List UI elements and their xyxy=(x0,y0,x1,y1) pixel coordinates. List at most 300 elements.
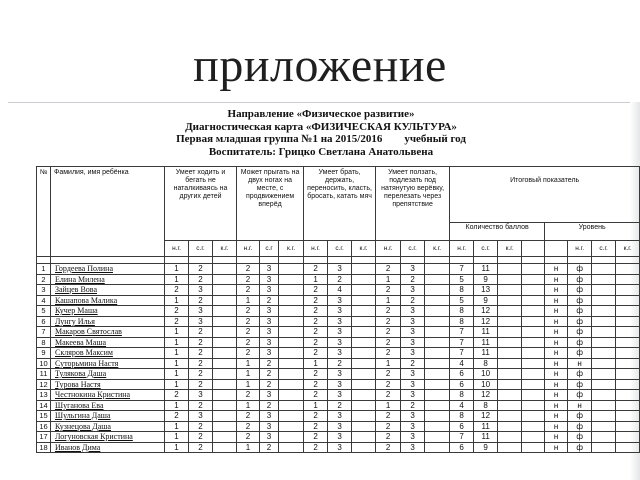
empty-cell xyxy=(616,264,640,275)
score-cell: 6 xyxy=(450,379,474,390)
empty-cell xyxy=(498,369,522,380)
score-cell: 2 xyxy=(376,285,401,296)
empty-cell xyxy=(616,274,640,285)
score-cell: 3 xyxy=(328,379,352,390)
score-cell: 2 xyxy=(189,358,213,369)
score-cell: 2 xyxy=(376,390,401,401)
empty-cell xyxy=(213,442,237,453)
score-cell: 2 xyxy=(376,379,401,390)
score-cell: 12 xyxy=(474,390,498,401)
score-cell: 2 xyxy=(189,348,213,359)
score-cell: 8 xyxy=(474,358,498,369)
score-cell: 1 xyxy=(376,274,401,285)
score-cell: 2 xyxy=(189,432,213,443)
child-name-cell xyxy=(51,411,165,422)
empty-cell xyxy=(592,411,616,422)
empty-cell xyxy=(498,337,522,348)
score-cell: н xyxy=(545,274,568,285)
score-cell: 2 xyxy=(376,421,401,432)
score-cell: 2 xyxy=(401,295,425,306)
empty-cell xyxy=(522,348,545,359)
score-cell: 2 xyxy=(237,390,260,401)
empty-cell xyxy=(425,432,450,443)
score-cell: 2 xyxy=(376,369,401,380)
slide-title: приложение xyxy=(193,39,447,92)
empty-cell xyxy=(279,421,304,432)
empty-cell xyxy=(213,306,237,317)
empty-cell xyxy=(522,390,545,401)
empty-cell xyxy=(425,264,450,275)
score-cell: 2 xyxy=(237,274,260,285)
empty-cell xyxy=(592,369,616,380)
child-name-cell xyxy=(51,369,165,380)
score-cell: 8 xyxy=(450,306,474,317)
empty-cell xyxy=(213,379,237,390)
empty-cell xyxy=(279,306,304,317)
col-header-skill-crawl: Умеет ползать, подлезать под натянутую верёвку, перелезать через препятствие xyxy=(376,167,450,241)
empty-cell xyxy=(522,369,545,380)
empty-cell xyxy=(279,327,304,338)
score-cell: 2 xyxy=(304,306,328,317)
empty-cell xyxy=(425,400,450,411)
score-cell: 1 xyxy=(237,400,260,411)
col-header-level: Уровень xyxy=(545,223,640,241)
sub-sg: с.г. xyxy=(474,241,498,257)
empty-cell xyxy=(522,358,545,369)
score-cell: ф xyxy=(568,306,592,317)
score-cell: 11 xyxy=(474,421,498,432)
empty-cell xyxy=(592,390,616,401)
score-cell: 2 xyxy=(237,337,260,348)
score-cell: 3 xyxy=(260,316,279,327)
empty-cell xyxy=(425,421,450,432)
child-name-cell xyxy=(51,295,165,306)
sub-kg: к.г. xyxy=(279,241,304,257)
row-number: 4 xyxy=(37,295,51,306)
child-name-cell xyxy=(51,316,165,327)
empty-cell xyxy=(592,274,616,285)
score-cell: 2 xyxy=(304,285,328,296)
score-cell: 3 xyxy=(401,285,425,296)
score-cell: 3 xyxy=(328,348,352,359)
row-number: 8 xyxy=(37,337,51,348)
col-header-num: № xyxy=(37,167,51,257)
score-cell: 10 xyxy=(474,369,498,380)
score-cell: 8 xyxy=(474,400,498,411)
empty-cell xyxy=(213,337,237,348)
empty-cell xyxy=(498,295,522,306)
empty-cell xyxy=(213,295,237,306)
empty-cell xyxy=(522,442,545,453)
child-name: Тулякова Даша xyxy=(55,369,107,378)
col-header-count: Количество баллов xyxy=(450,223,545,241)
score-cell: 9 xyxy=(474,274,498,285)
score-cell: 1 xyxy=(237,442,260,453)
empty-cell xyxy=(279,348,304,359)
score-cell: 3 xyxy=(189,390,213,401)
empty-cell xyxy=(498,432,522,443)
score-cell: 3 xyxy=(260,264,279,275)
score-cell: н xyxy=(545,306,568,317)
col-header-skill-walk: Умеет ходить и бегать не наталкиваясь на других детей xyxy=(165,167,237,241)
score-cell: 7 xyxy=(450,337,474,348)
score-cell: 5 xyxy=(450,274,474,285)
score-cell: ф xyxy=(568,369,592,380)
year-label: учебный год xyxy=(404,133,466,145)
empty-cell xyxy=(616,432,640,443)
child-name: Суторьмина Настя xyxy=(55,358,119,368)
empty-cell xyxy=(522,316,545,327)
child-name-cell xyxy=(51,327,165,338)
row-number: 6 xyxy=(37,316,51,327)
empty-cell xyxy=(522,421,545,432)
empty-cell xyxy=(352,337,376,348)
child-name-cell xyxy=(51,390,165,401)
empty-cell xyxy=(616,379,640,390)
row-number: 17 xyxy=(37,432,51,443)
score-cell: 3 xyxy=(401,421,425,432)
empty-cell xyxy=(425,327,450,338)
empty-cell xyxy=(592,306,616,317)
empty-cell xyxy=(616,295,640,306)
row-number: 2 xyxy=(37,274,51,285)
score-cell: 3 xyxy=(328,442,352,453)
score-cell: 2 xyxy=(189,264,213,275)
score-cell: 1 xyxy=(165,421,189,432)
score-cell: 3 xyxy=(328,316,352,327)
child-name-cell xyxy=(51,337,165,348)
sub-kg: к.г. xyxy=(213,241,237,257)
empty-cell xyxy=(213,327,237,338)
empty-cell xyxy=(522,400,545,411)
score-cell: ф xyxy=(568,421,592,432)
row-number: 3 xyxy=(37,285,51,296)
score-cell: ф xyxy=(568,337,592,348)
score-cell: 1 xyxy=(165,379,189,390)
score-cell: 3 xyxy=(328,421,352,432)
table-row xyxy=(37,348,640,359)
empty-cell xyxy=(279,379,304,390)
spacer-row xyxy=(37,257,640,264)
table-row xyxy=(37,421,640,432)
score-cell: 3 xyxy=(260,421,279,432)
score-cell: 2 xyxy=(376,264,401,275)
sub-sg: с.г. xyxy=(189,241,213,257)
child-name-cell xyxy=(51,264,165,275)
sub-ng: н.г. xyxy=(450,241,474,257)
empty-cell xyxy=(279,295,304,306)
score-cell: 2 xyxy=(401,274,425,285)
table-row xyxy=(37,369,640,380)
empty-cell xyxy=(279,264,304,275)
empty-cell xyxy=(522,264,545,275)
sub-sg: с.г. xyxy=(592,241,616,257)
row-number: 7 xyxy=(37,327,51,338)
score-cell: 3 xyxy=(189,285,213,296)
score-cell: 8 xyxy=(450,316,474,327)
score-cell: 2 xyxy=(376,316,401,327)
empty-cell xyxy=(213,432,237,443)
score-cell: ф xyxy=(568,390,592,401)
score-cell: 7 xyxy=(450,432,474,443)
empty-cell xyxy=(352,442,376,453)
empty-cell xyxy=(592,421,616,432)
empty-cell xyxy=(425,442,450,453)
score-cell: 2 xyxy=(376,348,401,359)
empty-cell xyxy=(522,306,545,317)
table-row xyxy=(37,306,640,317)
row-number: 10 xyxy=(37,358,51,369)
score-cell: 2 xyxy=(260,379,279,390)
score-cell: 3 xyxy=(260,337,279,348)
child-name: Гордеева Полина xyxy=(55,264,113,273)
score-cell: 12 xyxy=(474,411,498,422)
score-cell: 3 xyxy=(401,369,425,380)
empty-cell xyxy=(522,432,545,443)
score-cell: 11 xyxy=(474,327,498,338)
empty-cell xyxy=(279,358,304,369)
score-cell: ф xyxy=(568,264,592,275)
child-name: Шульгина Даша xyxy=(55,411,111,420)
score-cell: 1 xyxy=(165,348,189,359)
score-cell: 3 xyxy=(401,316,425,327)
empty-cell xyxy=(213,274,237,285)
child-name: Иванов Дима xyxy=(55,442,101,452)
score-cell: 2 xyxy=(304,264,328,275)
empty-cell xyxy=(213,285,237,296)
score-cell: 11 xyxy=(474,264,498,275)
empty-cell xyxy=(425,369,450,380)
score-cell: 3 xyxy=(328,264,352,275)
score-cell: 4 xyxy=(450,358,474,369)
score-cell: 3 xyxy=(189,316,213,327)
empty-cell xyxy=(592,264,616,275)
child-name-cell xyxy=(51,400,165,411)
row-number: 13 xyxy=(37,390,51,401)
score-cell: 2 xyxy=(237,264,260,275)
score-cell: 3 xyxy=(260,285,279,296)
child-name: Логуновская Кристина xyxy=(55,432,133,441)
score-cell: 3 xyxy=(401,327,425,338)
row-number: 15 xyxy=(37,411,51,422)
empty-cell xyxy=(213,358,237,369)
child-name-cell xyxy=(51,285,165,296)
empty-cell xyxy=(616,327,640,338)
table-row xyxy=(37,411,640,422)
table-row xyxy=(37,358,640,369)
score-cell: 3 xyxy=(401,348,425,359)
score-cell: 3 xyxy=(328,390,352,401)
empty-cell xyxy=(279,390,304,401)
empty-cell xyxy=(498,264,522,275)
score-cell: 3 xyxy=(401,379,425,390)
empty-cell xyxy=(213,264,237,275)
child-name: Лунгу Илья xyxy=(55,316,95,326)
empty-cell xyxy=(498,348,522,359)
score-cell: 1 xyxy=(237,358,260,369)
score-cell: 2 xyxy=(189,369,213,380)
score-cell: н xyxy=(545,295,568,306)
empty-cell xyxy=(279,432,304,443)
empty-cell xyxy=(522,295,545,306)
score-cell: 2 xyxy=(237,411,260,422)
score-cell: 2 xyxy=(260,295,279,306)
empty-cell xyxy=(425,306,450,317)
score-cell: 3 xyxy=(401,442,425,453)
empty-cell xyxy=(498,306,522,317)
score-cell: 3 xyxy=(260,432,279,443)
score-cell: 6 xyxy=(450,442,474,453)
row-number: 9 xyxy=(37,348,51,359)
score-cell: 2 xyxy=(189,379,213,390)
empty-cell xyxy=(213,421,237,432)
score-cell: 1 xyxy=(237,295,260,306)
empty-cell xyxy=(592,432,616,443)
score-cell: 1 xyxy=(376,358,401,369)
empty-cell xyxy=(279,285,304,296)
empty-cell xyxy=(213,411,237,422)
child-name-cell xyxy=(51,432,165,443)
empty-cell xyxy=(352,379,376,390)
diagnostic-table xyxy=(36,166,640,453)
empty-cell xyxy=(425,337,450,348)
score-cell: 2 xyxy=(189,400,213,411)
sub-empty xyxy=(545,241,568,257)
score-cell: 3 xyxy=(260,306,279,317)
empty-cell xyxy=(352,264,376,275)
empty-cell xyxy=(352,400,376,411)
direction-line: Направление «Физическое развитие» xyxy=(227,108,415,120)
score-cell: ф xyxy=(568,327,592,338)
empty-cell xyxy=(616,337,640,348)
score-cell: 1 xyxy=(165,327,189,338)
empty-cell xyxy=(352,274,376,285)
score-cell: 1 xyxy=(165,442,189,453)
teacher-line: Воспитатель: Грицко Светлана Анатольвена xyxy=(208,145,434,158)
score-cell: 3 xyxy=(260,390,279,401)
score-cell: 1 xyxy=(165,295,189,306)
col-header-summary: Итоговый показатель xyxy=(450,167,640,223)
empty-cell xyxy=(616,358,640,369)
empty-cell xyxy=(425,348,450,359)
empty-cell xyxy=(279,442,304,453)
score-cell: 2 xyxy=(237,306,260,317)
score-cell: 1 xyxy=(237,379,260,390)
row-number: 5 xyxy=(37,306,51,317)
score-cell: 7 xyxy=(450,264,474,275)
score-cell: 2 xyxy=(376,442,401,453)
score-cell: 2 xyxy=(328,358,352,369)
empty-cell xyxy=(592,316,616,327)
score-cell: н xyxy=(568,358,592,369)
empty-cell xyxy=(498,400,522,411)
table-row xyxy=(37,337,640,348)
score-cell: 2 xyxy=(304,316,328,327)
child-name-cell xyxy=(51,306,165,317)
score-cell: 8 xyxy=(450,285,474,296)
score-cell: 2 xyxy=(304,421,328,432)
empty-cell xyxy=(279,316,304,327)
score-cell: 1 xyxy=(165,400,189,411)
sub-sg: с.г xyxy=(260,241,279,257)
child-name: Елина Милена xyxy=(55,274,105,284)
score-cell: 3 xyxy=(260,348,279,359)
row-number: 18 xyxy=(37,442,51,453)
score-cell: 3 xyxy=(401,306,425,317)
score-cell: 11 xyxy=(474,432,498,443)
score-cell: 1 xyxy=(304,274,328,285)
child-name: Кашапова Малика xyxy=(55,295,118,305)
table-row xyxy=(37,316,640,327)
empty-cell xyxy=(279,369,304,380)
table-row xyxy=(37,442,640,453)
score-cell: 2 xyxy=(237,348,260,359)
empty-cell xyxy=(213,400,237,411)
empty-cell xyxy=(616,421,640,432)
empty-cell xyxy=(425,411,450,422)
empty-cell xyxy=(279,400,304,411)
empty-cell xyxy=(616,316,640,327)
score-cell: 2 xyxy=(165,285,189,296)
score-cell: 1 xyxy=(165,337,189,348)
empty-cell xyxy=(616,411,640,422)
empty-cell xyxy=(522,411,545,422)
empty-cell xyxy=(498,274,522,285)
table-row xyxy=(37,295,640,306)
score-cell: 11 xyxy=(474,337,498,348)
score-cell: 3 xyxy=(401,264,425,275)
score-cell: 2 xyxy=(165,390,189,401)
score-cell: 2 xyxy=(304,327,328,338)
score-cell: 2 xyxy=(189,327,213,338)
score-cell: 2 xyxy=(189,442,213,453)
score-cell: 3 xyxy=(260,327,279,338)
score-cell: 2 xyxy=(304,348,328,359)
score-cell: 2 xyxy=(237,421,260,432)
empty-cell xyxy=(352,390,376,401)
score-cell: 7 xyxy=(450,327,474,338)
child-name: Турова Настя xyxy=(55,379,101,389)
table-row xyxy=(37,379,640,390)
empty-cell xyxy=(498,421,522,432)
score-cell: 2 xyxy=(304,379,328,390)
child-name-cell xyxy=(51,348,165,359)
child-name: Честнокина Кристина xyxy=(55,390,131,399)
score-cell: 2 xyxy=(260,442,279,453)
empty-cell xyxy=(616,285,640,296)
child-name: Кучер Маша xyxy=(55,306,98,315)
score-cell: 3 xyxy=(260,411,279,422)
empty-cell xyxy=(425,274,450,285)
score-cell: н xyxy=(545,411,568,422)
empty-cell xyxy=(616,400,640,411)
score-cell: ф xyxy=(568,379,592,390)
sub-ng: н.г. xyxy=(237,241,260,257)
score-cell: н xyxy=(545,337,568,348)
col-header-skill-ball: Умеет брать, держать, переносить, класть, бросать, катать мяч xyxy=(304,167,376,241)
empty-cell xyxy=(213,369,237,380)
score-cell: н xyxy=(545,285,568,296)
table-body xyxy=(37,264,640,453)
score-cell: 2 xyxy=(165,316,189,327)
score-cell: 2 xyxy=(165,411,189,422)
empty-cell xyxy=(352,411,376,422)
score-cell: ф xyxy=(568,411,592,422)
score-cell: н xyxy=(545,327,568,338)
score-cell: 8 xyxy=(450,390,474,401)
empty-cell xyxy=(425,316,450,327)
score-cell: 13 xyxy=(474,285,498,296)
